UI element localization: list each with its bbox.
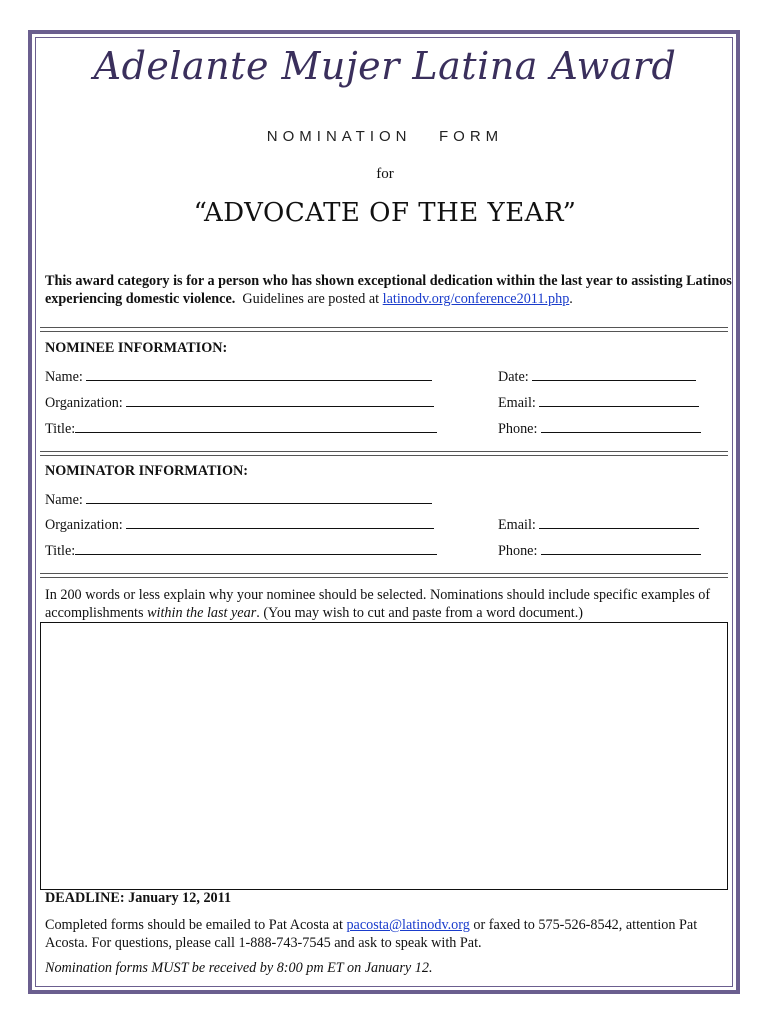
guidelines-suffix: . [569, 291, 573, 307]
nominee-date-line[interactable] [532, 366, 696, 381]
nominee-phone-label: Phone: [498, 421, 538, 437]
divider-2 [40, 451, 728, 456]
nominee-phone-field[interactable] [498, 418, 701, 438]
nominee-email-label: Email: [498, 395, 536, 411]
nominator-heading: NOMINATOR INFORMATION: [45, 463, 248, 479]
nominator-title-field[interactable] [45, 540, 437, 560]
nominator-name-line[interactable] [86, 489, 432, 504]
nominator-organization-line[interactable] [126, 514, 434, 529]
nominator-organization-field[interactable] [45, 514, 434, 534]
deadline-text: DEADLINE: January 12, 2011 [45, 890, 232, 906]
nominator-phone-line[interactable] [541, 540, 701, 555]
nominee-name-field[interactable] [45, 366, 432, 386]
nominee-organization-line[interactable] [126, 392, 434, 407]
nominee-date-label: Date: [498, 369, 529, 385]
award-title: Adelante Mujer Latina Award [93, 44, 677, 88]
nominee-organization-label: Organization: [45, 395, 123, 411]
nominee-title-field[interactable] [45, 418, 437, 438]
award-category: “ADVOCATE OF THE YEAR” [193, 198, 577, 228]
completed-prefix: Completed forms should be emailed to Pat Acosta at [45, 917, 347, 933]
form-subtitle: NOMINATION FORM [266, 128, 504, 145]
nominee-email-line[interactable] [539, 392, 699, 407]
for-label: for [376, 166, 394, 182]
nominator-email-field[interactable] [498, 514, 699, 534]
nominee-organization-field[interactable] [45, 392, 434, 412]
nomination-essay-textbox[interactable] [40, 622, 728, 890]
nominator-title-line[interactable] [75, 540, 437, 555]
nominee-email-field[interactable] [498, 392, 699, 412]
intro-bold-text: This award category is for a person who has shown exceptional dedication within the last year to assisting Latinos experiencing domestic violence. [45, 273, 732, 307]
nominator-phone-label: Phone: [498, 543, 538, 559]
nominator-email-label: Email: [498, 517, 536, 533]
nominator-phone-field[interactable] [498, 540, 701, 560]
guidelines-prefix: Guidelines are posted at [235, 291, 383, 307]
explain-text-start: In 200 words or less explain why your nominee should be selected. Nominations should include specific examples of accomplishments [45, 587, 711, 621]
intro-paragraph [45, 272, 735, 308]
nominee-phone-line[interactable] [541, 418, 701, 433]
contact-email-link[interactable]: pacosta@latinodv.org [346, 917, 470, 933]
explain-text-end: . (You may wish to cut and paste from a word document.) [256, 605, 584, 621]
nominee-title-line[interactable] [75, 418, 437, 433]
explain-instructions [45, 586, 735, 622]
nominator-email-line[interactable] [539, 514, 699, 529]
nominator-organization-label: Organization: [45, 517, 123, 533]
explain-text-italic: within the last year [147, 605, 257, 621]
nominator-name-field[interactable] [45, 489, 432, 509]
guidelines-link[interactable]: latinodv.org/conference2011.php [382, 291, 570, 307]
nominator-name-label: Name: [45, 492, 83, 508]
nominee-heading: NOMINEE INFORMATION: [45, 340, 228, 356]
nominee-date-field[interactable] [498, 366, 696, 386]
deadline-note: Nomination forms MUST be received by 8:00 pm ET on January 12. [45, 960, 433, 976]
nominee-name-line[interactable] [86, 366, 432, 381]
nominee-name-label: Name: [45, 369, 83, 385]
nominator-title-label: Title: [45, 543, 76, 559]
completed-suffix: or faxed to 575-526-8542, attention Pat Acosta. For questions, please call 1-888-743-7545 and ask to speak with Pat. [45, 917, 698, 951]
divider-1 [40, 327, 728, 332]
divider-3 [40, 573, 728, 578]
submission-instructions [45, 916, 735, 952]
nominee-title-label: Title: [45, 421, 76, 437]
